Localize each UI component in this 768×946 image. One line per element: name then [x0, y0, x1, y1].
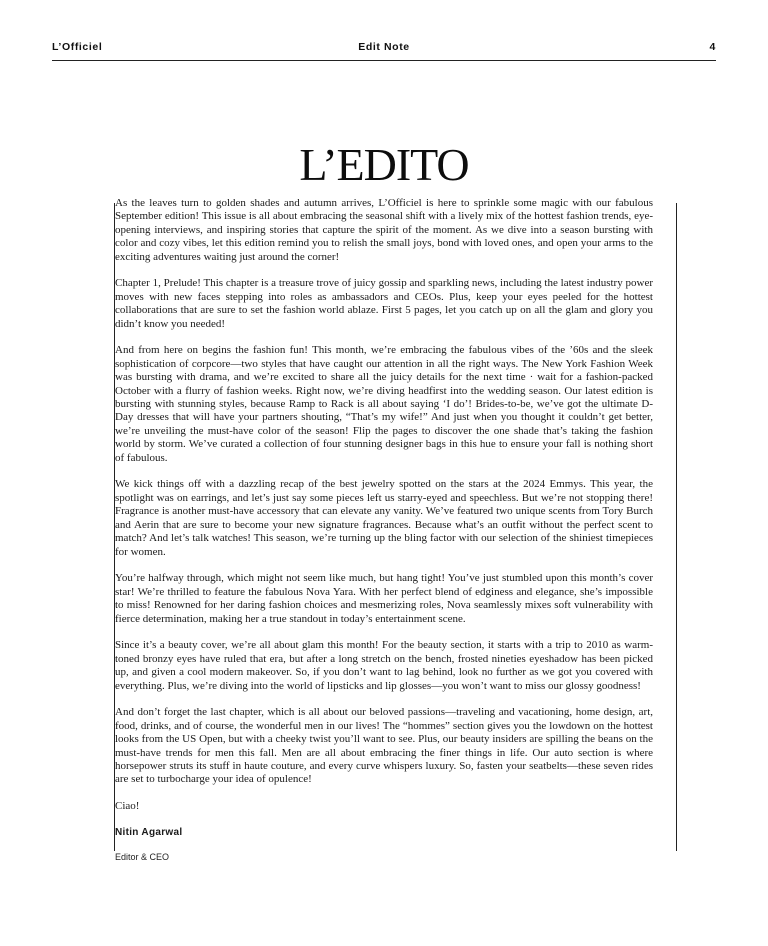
section-name: Edit Note [358, 41, 410, 53]
paragraph: Since it’s a beauty cover, we’re all about glam this month! For the beauty section, it starts with a trip to 2010 as warm-toned bronzy eyes have ruled that era, but after a long stretch on the bench, frosted nineties eyeshadow has been picked up, and given a cool modern makeover. So, if you don’t want to lag behind, look no further as we got you covered with everything. Plus, we’re diving into the world of lipsticks and lip glosses—you won’t want to miss our glossy goodness! [115, 639, 653, 692]
page-number: 4 [709, 41, 716, 53]
header-divider [52, 60, 716, 61]
paragraph: As the leaves turn to golden shades and autumn arrives, L’Officiel is here to sprinkle some magic with our fabulous September edition! This issue is all about embracing the seasonal shift with a lively mix of the hottest fashion trends, eye-opening interviews, and inspiring stories that capture the spirit of the moment. As we dive into a season bursting with color and cozy vibes, let this edition remind you to relish the small joys, bond with loved ones, and open your arms to the exciting adventures waiting just around the corner! [115, 197, 653, 263]
paragraph: Chapter 1, Prelude! This chapter is a treasure trove of juicy gossip and sparkling news, including the latest industry power moves with new faces stepping into roles as ambassadors and CEOs. Plus, keep your eyes peeled for the hottest collaborations that are sure to set the fashion world ablaze. First 5 pages, let you catch up on all the glam and glory you didn’t know you needed! [115, 277, 653, 330]
page-title: L’EDITO [299, 139, 469, 190]
signoff: Ciao! [115, 800, 140, 813]
paragraph: And from here on begins the fashion fun! This month, we’re embracing the fabulous vibes of the ’60s and the sleek sophistication of corpcore—two styles that have caught our attention in all the right ways. The New York Fashion Week was bursting with drama, and we’re excited to share all the juicy details for the next time · wait for a fashion-packed October with a flurry of fashion weeks. Right now, we’re diving headfirst into the wedding season. Our latest edition is bursting with stunning styles, because Ramp to Rack is all about saying ‘I do’! Brides-to-be, we’ve got the ultimate D-Day dresses that will have your partners shouting, “That’s my wife!” And just when you thought it couldn’t get better, we’re unveiling the must-have color of the season! Flip the pages to discover the one shade that’s taking the fashion world by storm. We’ve curated a collection of four stunning designer bags in this hue to ensure your fall is nothing short of fabulous. [115, 344, 653, 464]
paragraph: We kick things off with a dazzling recap of the best jewelry spotted on the stars at the 2024 Emmys. This year, the spotlight was on earrings, and let’s just say some pieces left us starry-eyed and speechless. But we’re not stopping there! Fragrance is another must-have accessory that can elevate any vanity. We’ve featured two unique scents from Tory Burch and Aerin that are sure to become your new signature fragrances. Because what’s an outfit without the perfect scent to match? And let’s talk watches! This season, we’re turning up the bling factor with our selection of the shiniest timepieces for women. [115, 478, 653, 558]
right-column-rule [676, 203, 677, 851]
signature-role: Editor & CEO [115, 852, 170, 863]
paragraph: And don’t forget the last chapter, which is all about our beloved passions—traveling and vacationing, home design, art, food, drinks, and of course, the wonderful men in our lives! The “hommes” section gives you the lowdown on the hottest looks from the US Open, but with a cheeky twist you’ll want to see. Plus, our beauty insiders are spilling the beans on the must-have trends for men this fall. Men are all about embracing the finer things in life. Our auto section is where horsepower struts its stuff in haute couture, and every curve whispers luxury. So, fasten your seatbelts—these seven rides are set to turbocharge your idea of opulence! [115, 706, 653, 786]
running-header [52, 41, 716, 55]
editorial-body [115, 197, 653, 877]
signature-name: Nitin Agarwal [115, 826, 183, 838]
paragraph: You’re halfway through, which might not seem like much, but hang tight! You’ve just stumbled upon this month’s cover star! We’re thrilled to feature the fabulous Nova Yara. With her perfect blend of edginess and elegance, she’s impossible to miss! Renowned for her daring fashion choices and mesmerizing roles, Nova seamlessly mixes soft vulnerability with fierce determination, making her a true standout in today’s entertainment scene. [115, 572, 653, 625]
brand-name: L’Officiel [52, 41, 103, 53]
